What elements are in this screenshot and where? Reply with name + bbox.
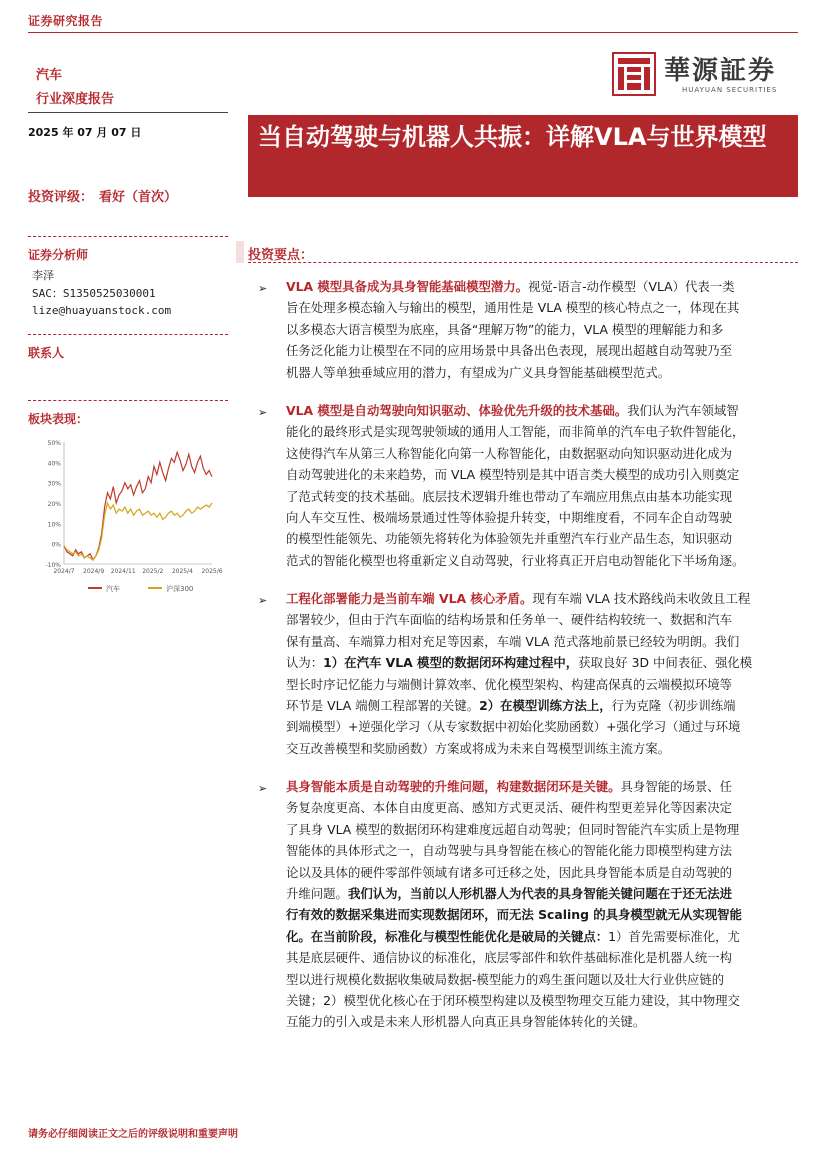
text-line: 了范式转变的技术基础。底层技术逻辑升维也带动了车端应用焦点由基本功能实现 bbox=[286, 488, 733, 504]
y-tick-label: 40% bbox=[47, 460, 61, 468]
y-tick-label: 30% bbox=[47, 480, 61, 488]
text-line: 能化的最终形式是实现驾驶领域的通用人工智能，而非简单的汽车电子软件智能化， bbox=[286, 424, 745, 440]
text-line: 以多模态大语言模型为底座，具备“理解万物”的能力，VLA 模型的理解能力和多 bbox=[286, 321, 724, 337]
contact-heading: 联系人 bbox=[28, 346, 65, 360]
y-tick-label: 20% bbox=[47, 501, 61, 508]
text-line: 范式的智能化模型也将重新定义自动驾驶，行业将真正开启电动智能化下半场角逐。 bbox=[286, 552, 745, 568]
report-kind-label: 行业深度报告 bbox=[36, 92, 115, 107]
x-tick-label: 2024/11 bbox=[110, 568, 136, 575]
text-line: 智能体的具体形式之一，自动驾驶与具身智能在核心的智能化能力即模型构建方法 bbox=[286, 843, 733, 859]
key-point-2 bbox=[286, 400, 798, 571]
logo-mark-icon bbox=[612, 52, 656, 96]
industry-label: 汽车 bbox=[36, 68, 63, 83]
logo-name-en: HUAYUAN SECURITIES bbox=[682, 86, 778, 94]
text-line: 自动驾驶进化的未来趋势，而 VLA 模型特别是其中语言类大模型的成功引入则奠定 bbox=[286, 467, 740, 483]
text-line: 关键；2）模型优化核心在于闭环模型构建以及模型物理交互能力建设，其中物理交 bbox=[286, 993, 740, 1009]
bullet-icon: ➢ bbox=[258, 406, 268, 419]
key-points-divider bbox=[248, 262, 798, 263]
text-line: 型以进行规模化数据收集破局数据-模型能力的鸡生蛋问题以及壮大行业供应链的 bbox=[286, 971, 725, 987]
emphasis-text: 行有效的数据采集进而实现数据闭环，而无法 Scaling 的具身模型就无从实现智能 bbox=[286, 907, 742, 923]
text-line: 我们认为汽车领域智 bbox=[627, 403, 739, 418]
bullet-icon: ➢ bbox=[258, 782, 268, 795]
rating-label: 投资评级： bbox=[28, 190, 94, 205]
footer-disclaimer: 请务必仔细阅读正文之后的评级说明和重要声明 bbox=[28, 1129, 238, 1140]
text-line: 机器人等单独垂域应用的潜力，有望成为广义具身智能基础模型范式。 bbox=[286, 364, 671, 380]
text-line: 具身智能的场景、任 bbox=[620, 779, 733, 794]
text-line: 升维问题。 bbox=[286, 886, 348, 902]
x-tick-label: 2024/9 bbox=[83, 568, 105, 575]
series-line-1 bbox=[64, 452, 212, 560]
x-tick-label: 2025/2 bbox=[142, 568, 164, 575]
legend-label: 汽车 bbox=[106, 585, 120, 593]
performance-heading: 板块表现： bbox=[28, 412, 89, 426]
rating-value: 看好（首次） bbox=[99, 190, 178, 205]
analyst-name: 李泽 bbox=[32, 269, 54, 282]
key-point-lead: 工程化部署能力是当前车端 VLA 核心矛盾。 bbox=[286, 591, 533, 606]
rating bbox=[28, 186, 177, 205]
text-line: 现有车端 VLA 技术路线尚未收敛且工程 bbox=[532, 591, 751, 606]
report-title: 当自动驾驶与机器人共振：详解VLA与世界模型 bbox=[258, 123, 767, 151]
key-point-lead: VLA 模型具备成为具身智能基础模型潜力。 bbox=[286, 279, 529, 294]
performance-chart-svg bbox=[28, 432, 228, 602]
key-point-4 bbox=[286, 776, 798, 1033]
key-point-lead: VLA 模型是自动驾驶向知识驱动、体验优先升级的技术基础。 bbox=[286, 403, 628, 418]
text-line: 到端模型）+逆强化学习（从专家数据中初始化奖励函数）+强化学习（通过与环境 bbox=[286, 719, 741, 735]
text-line: 任务泛化能力让模型在不同的应用场景中具备出色表现，展现出超越自动驾驶乃至 bbox=[286, 343, 733, 359]
sector-performance-chart bbox=[28, 432, 228, 602]
header-divider bbox=[28, 32, 798, 33]
analyst-sac: SAC：S1350525030001 bbox=[32, 287, 156, 300]
title-banner bbox=[248, 115, 798, 197]
legend-label: 沪深300 bbox=[166, 585, 194, 593]
report-type-label: 证券研究报告 bbox=[28, 14, 104, 28]
y-tick-label: 10% bbox=[47, 521, 61, 529]
text-line: 型长时序记忆能力与端侧计算效率、优化模型架构、构建高保真的云端模拟环境等 bbox=[286, 676, 733, 692]
text-line: 务复杂度更高、本体自由度更高、感知方式更灵活、硬件构型更差异化等因素决定 bbox=[286, 800, 733, 816]
text-line: 获取良好 3D 中间表征、强化模 bbox=[578, 655, 753, 671]
sidebar-divider bbox=[28, 236, 228, 237]
x-tick-label: 2025/4 bbox=[171, 568, 193, 575]
text-line: 行为克隆（初步训练端 bbox=[611, 698, 736, 714]
section-marker bbox=[236, 241, 244, 263]
text-line: 交互改善模型和奖励函数）方案或将成为未来自驾模型训练主流方案。 bbox=[286, 740, 671, 756]
text-line: 1）首先需要标准化，尤 bbox=[608, 928, 740, 944]
text-line: 向人车交互性、极端场景通过性等体验提升转变，中期维度看，不同车企自动驾驶 bbox=[286, 510, 733, 526]
text-line: 了具身 VLA 模型的数据闭环构建难度远超自动驾驶；但同时智能汽车实质上是物理 bbox=[286, 821, 740, 837]
x-tick-label: 2025/6 bbox=[201, 568, 223, 575]
key-points-heading: 投资要点： bbox=[248, 248, 314, 263]
emphasis-text: 化。在当前阶段，标准化与模型性能优化是破局的关键点： bbox=[286, 928, 609, 944]
text-line: 视觉-语言-动作模型（VLA）代表一类 bbox=[528, 279, 735, 294]
analyst-email[interactable]: lize@huayuanstock.com bbox=[32, 304, 172, 317]
text-line: 互能力的引入或是未来人形机器人向真正具身智能体转化的关键。 bbox=[286, 1014, 646, 1030]
text-line: 认为： bbox=[286, 655, 324, 671]
text-line: 保有量高、车端算力相对充足等因素，车端 VLA 范式落地前景已经较为明朗。我们 bbox=[286, 633, 740, 649]
text-line: 论以及具体的硬件零部件领域有诸多可迁移之处，因此具身智能本质是自动驾驶的 bbox=[286, 864, 733, 880]
left-divider bbox=[28, 112, 228, 113]
key-point-1 bbox=[286, 276, 798, 383]
key-point-lead: 具身智能本质是自动驾驶的升维问题，构建数据闭环是关键。 bbox=[286, 779, 621, 794]
series-line-2 bbox=[64, 503, 212, 560]
sidebar-divider bbox=[28, 400, 228, 401]
company-logo bbox=[612, 50, 802, 98]
x-tick-label: 2024/7 bbox=[53, 568, 75, 575]
report-date: 2025 年 07 月 07 日 bbox=[28, 126, 142, 139]
emphasis-text: 1）在汽车 VLA 模型的数据闭环构建过程中， bbox=[323, 655, 579, 671]
y-tick-label: 50% bbox=[47, 440, 61, 447]
text-line: 部署较少，但由于汽车面临的结构场景和任务单一、硬件结构较统一、数据和汽车 bbox=[286, 612, 733, 628]
y-tick-label: 0% bbox=[51, 541, 61, 549]
text-line: 旨在处理多模态输入与输出的模型，通用性是 VLA 模型的核心特点之一，体现在其 bbox=[286, 300, 740, 316]
text-line: 其是底层硬件、通信协议的标准化，底层零部件和软件基础标准化是机器人统一构 bbox=[286, 950, 733, 966]
analyst-heading: 证券分析师 bbox=[28, 248, 89, 262]
text-line: 的模型性能领先、功能领先将转化为体验领先并重塑汽车行业产品生态，知识驱动 bbox=[286, 531, 733, 547]
bullet-icon: ➢ bbox=[258, 282, 268, 295]
key-point-3 bbox=[286, 588, 798, 759]
sidebar-divider bbox=[28, 334, 228, 335]
logo-name-cn: 華源証券 bbox=[664, 56, 777, 86]
text-line: 这使得汽车从第三人称智能化向第一人称智能化，由数据驱动向知识驱动进化成为 bbox=[286, 445, 733, 461]
emphasis-text: 我们认为，当前以人形机器人为代表的具身智能关键问题在于还无法进 bbox=[347, 886, 733, 902]
text-line: 环节是 VLA 端侧工程部署的关键。 bbox=[286, 698, 480, 714]
emphasis-text: 2）在模型训练方法上， bbox=[479, 698, 612, 714]
bullet-icon: ➢ bbox=[258, 594, 268, 607]
y-tick-label: -10% bbox=[45, 562, 61, 569]
